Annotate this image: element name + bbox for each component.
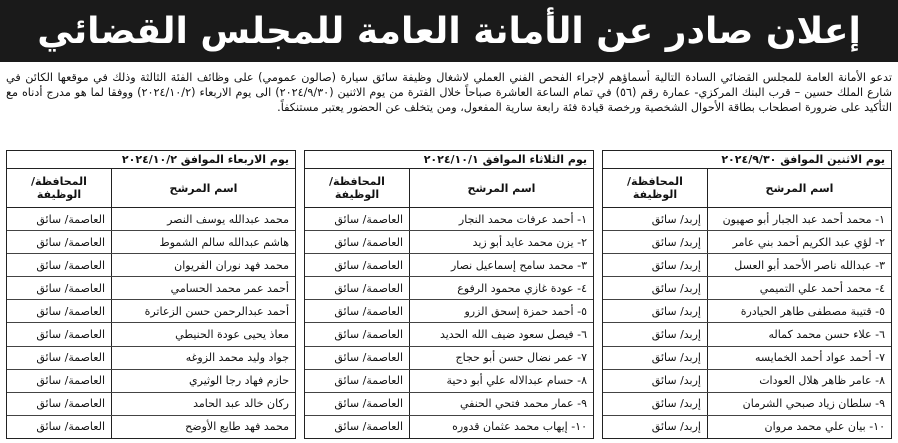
table-monday: [602, 150, 892, 439]
candidate-governorate: إربد/ سائق: [603, 347, 708, 369]
candidate-name: ١٠- إيهاب محمد عثمان قدوره: [452, 420, 587, 434]
table-row: [305, 300, 593, 323]
candidate-governorate: العاصمة/ سائق: [7, 231, 112, 253]
table-row: [305, 208, 593, 231]
table-row: [305, 231, 593, 254]
candidate-governorate: العاصمة/ سائق: [7, 300, 112, 322]
candidate-name: ٨- حسام عبدالاله علي أبو دحية: [446, 374, 587, 388]
candidate-governorate: إربد/ سائق: [603, 231, 708, 253]
candidate-name: محمد فهد نوران الفريوان: [174, 258, 289, 272]
candidate-name: معاذ يحيى عودة الحنيطي: [175, 328, 289, 342]
candidate-governorate: العاصمة/ سائق: [7, 208, 112, 230]
candidate-governorate: العاصمة/ سائق: [7, 277, 112, 299]
table-row: [305, 277, 593, 300]
candidate-governorate: العاصمة/ سائق: [305, 347, 410, 369]
table-row: [7, 208, 295, 231]
table-column-headers: [7, 169, 295, 208]
table-row: [603, 393, 891, 416]
intro-text: تدعو الأمانة العامة للمجلس القضائي السادة التالية أسماؤهم لإجراء الفحص الفني العملي لاشغال وظيفة سائق سيارة (صالون عمومي) على وظائف الفئة الثالثة وذلك في موقعها الكائن في شارع الملك حسين – قرب البنك المركزي- عمارة رقم (٥٦) في تمام الساعة العاشرة صباحاً خلال الفترة من يوم الاثنين (٢٠٢٤/٩/٣٠) الى يوم الاربعاء (٢٠٢٤/١٠/٢) ووفقا لما هو مدرج أدناه مع التأكيد على ضرورة اصطحاب بطاقة الأحوال الشخصية ورخصة قيادة فئة رابعة سارية المفعول، ومن يتخلف عن الحضور يعتبر مستنكفاً.: [6, 71, 892, 114]
table-row: [7, 231, 295, 254]
candidate-name: ٨- عامر ظاهر هلال العودات: [759, 374, 885, 388]
column-header-governorate: المحافظة/ الوظيفة: [7, 169, 112, 207]
candidate-name: ٩- سلطان زياد صبحي الشرمان: [742, 397, 885, 411]
candidate-name: ٢- لؤي عبد الكريم أحمد بني عامر: [732, 235, 885, 249]
candidate-name: ٧- أحمد عواد أحمد الخمايسه: [754, 351, 885, 365]
candidate-governorate: العاصمة/ سائق: [7, 416, 112, 438]
candidate-governorate: العاصمة/ سائق: [305, 208, 410, 230]
column-header-governorate: المحافظة/ الوظيفة: [603, 169, 708, 207]
candidate-governorate: العاصمة/ سائق: [7, 393, 112, 415]
table-day-header: يوم الاثنين الموافق ٢٠٢٤/٩/٣٠: [603, 151, 891, 169]
candidate-governorate: إربد/ سائق: [603, 416, 708, 438]
candidate-name: ٩- عمار محمد فتحي الحنفي: [460, 397, 587, 411]
candidate-name: أحمد عبدالرحمن حسن الزعاترة: [144, 304, 289, 318]
table-day-header: يوم الاربعاء الموافق ٢٠٢٤/١٠/٢: [7, 151, 295, 169]
candidate-name: ٥- أحمد حمزة إسحق الزرو: [464, 304, 587, 318]
candidate-name: هاشم عبدالله سالم الشموط: [159, 235, 289, 249]
candidate-governorate: إربد/ سائق: [603, 300, 708, 322]
table-row: [7, 370, 295, 393]
candidate-name: جواد وليد محمد الزوغه: [185, 351, 289, 365]
table-column-headers: [603, 169, 891, 208]
candidate-name: ٤- محمد أحمد علي التميمي: [759, 281, 885, 295]
column-header-name: اسم المرشح: [765, 181, 834, 195]
candidate-governorate: العاصمة/ سائق: [305, 416, 410, 438]
candidate-governorate: إربد/ سائق: [603, 254, 708, 276]
table-row: [7, 323, 295, 346]
table-row: [7, 393, 295, 416]
table-row: [7, 277, 295, 300]
candidate-name: ٢- يزن محمد عايد أبو زيد: [472, 235, 587, 249]
candidate-governorate: إربد/ سائق: [603, 393, 708, 415]
table-row: [603, 323, 891, 346]
candidate-governorate: العاصمة/ سائق: [7, 323, 112, 345]
column-header-governorate: المحافظة/ الوظيفة: [305, 169, 410, 207]
table-tuesday: [304, 150, 594, 439]
table-row: [603, 370, 891, 393]
table-row: [603, 254, 891, 277]
table-row: [7, 300, 295, 323]
candidate-governorate: إربد/ سائق: [603, 323, 708, 345]
column-header-name: اسم المرشح: [467, 181, 536, 195]
table-wednesday: [6, 150, 296, 439]
candidate-name: ٤- عودة غازي محمود الرفوع: [457, 281, 587, 295]
candidate-governorate: إربد/ سائق: [603, 370, 708, 392]
candidate-name: ٣- محمد سامح إسماعيل نصار: [450, 258, 587, 272]
table-row: [305, 323, 593, 346]
table-row: [305, 347, 593, 370]
table-row: [603, 231, 891, 254]
candidate-governorate: العاصمة/ سائق: [305, 370, 410, 392]
candidate-name: أحمد عمر محمد الحسامي: [170, 281, 289, 295]
table-row: [603, 300, 891, 323]
table-day-header: يوم الثلاثاء الموافق ٢٠٢٤/١٠/١: [305, 151, 593, 169]
candidate-name: ٧- عمر نضال حسن أبو حجاج: [455, 351, 587, 365]
table-row: [603, 277, 891, 300]
candidate-name: ٦- علاء حسن محمد كماله: [768, 328, 885, 342]
candidate-governorate: العاصمة/ سائق: [305, 300, 410, 322]
candidate-governorate: العاصمة/ سائق: [305, 231, 410, 253]
table-row: [603, 416, 891, 438]
candidate-governorate: العاصمة/ سائق: [305, 393, 410, 415]
column-header-name: اسم المرشح: [169, 181, 238, 195]
candidate-name: ٦- فيصل سعود ضيف الله الحديد: [439, 328, 587, 342]
table-row: [305, 393, 593, 416]
table-row: [7, 254, 295, 277]
candidate-name: حازم فهاد رجا الوثيري: [189, 374, 289, 388]
table-row: [603, 208, 891, 231]
candidate-governorate: العاصمة/ سائق: [305, 254, 410, 276]
candidate-name: ركان خالد عبد الحامد: [193, 397, 289, 411]
intro-paragraph: [6, 70, 892, 115]
announcement-title: إعلان صادر عن الأمانة العامة للمجلس القضائي: [0, 0, 898, 62]
candidate-name: محمد فهد طايع الأوضح: [185, 420, 289, 434]
candidate-governorate: إربد/ سائق: [603, 208, 708, 230]
candidate-name: محمد عبدالله يوسف النصر: [167, 212, 289, 226]
table-row: [603, 347, 891, 370]
table-row: [7, 347, 295, 370]
candidate-name: ١٠- بيان علي محمد مروان: [764, 420, 885, 434]
candidate-governorate: العاصمة/ سائق: [7, 254, 112, 276]
candidate-governorate: العاصمة/ سائق: [7, 347, 112, 369]
table-row: [305, 370, 593, 393]
candidate-governorate: العاصمة/ سائق: [305, 277, 410, 299]
candidate-name: ٥- قتيبة مصطفى طاهر الحيادرة: [740, 304, 885, 318]
candidate-governorate: العاصمة/ سائق: [305, 323, 410, 345]
table-row: [7, 416, 295, 438]
table-row: [305, 254, 593, 277]
candidate-name: ١- محمد أحمد عبد الجبار أبو صهيون: [722, 212, 885, 226]
candidate-governorate: العاصمة/ سائق: [7, 370, 112, 392]
candidate-name: ١- أحمد عرفات محمد النجار: [458, 212, 587, 226]
candidate-name: ٣- عبدالله ناصر الأحمد أبو العسل: [734, 258, 885, 272]
candidate-governorate: إربد/ سائق: [603, 277, 708, 299]
schedule-tables: [6, 150, 892, 440]
table-column-headers: [305, 169, 593, 208]
table-row: [305, 416, 593, 438]
